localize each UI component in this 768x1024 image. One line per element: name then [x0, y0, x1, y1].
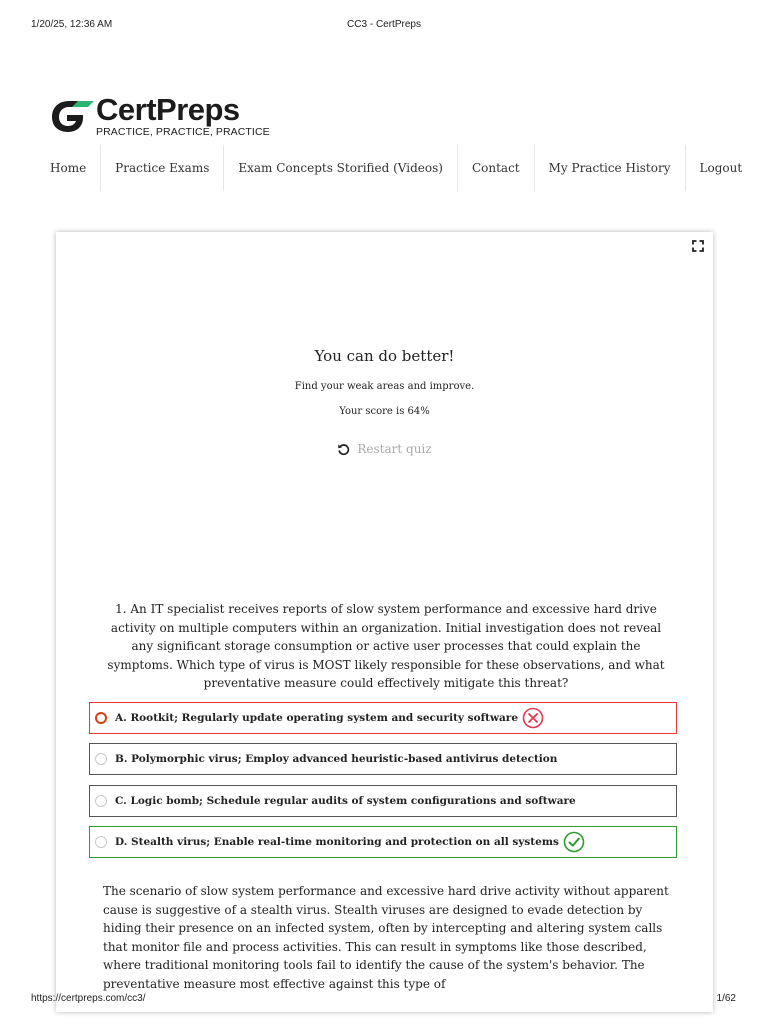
answer-radio[interactable]: [95, 753, 107, 765]
answer-option-c[interactable]: [89, 785, 677, 817]
answer-label: C. Logic bomb; Schedule regular audits of system configurations and software: [115, 795, 576, 807]
nav-item-home[interactable]: Home: [36, 145, 101, 191]
answer-label: D. Stealth virus; Enable real-time monitoring and protection on all systems: [115, 836, 559, 848]
nav-item-my-practice-history[interactable]: My Practice History: [535, 145, 686, 191]
print-datetime: 1/20/25, 12:36 AM: [31, 19, 113, 30]
print-page-number: 1/62: [716, 993, 736, 1004]
nav-item-practice-exams[interactable]: Practice Exams: [101, 145, 224, 191]
restart-quiz-button[interactable]: [56, 442, 713, 456]
question-text: 1. An IT specialist receives reports of slow system performance and excessive hard drive activity on multiple computers within an organization. Initial investigation does not reveal any significant storage consumption or active user processes that could explain the symptoms. Which type of virus is MOST likely responsible for these observations, and what preventative measure could effectively mitigate this threat?: [107, 602, 665, 691]
result-subtitle: Find your weak areas and improve.: [294, 381, 475, 392]
site-logo[interactable]: [50, 92, 280, 140]
nav-item-exam-concepts-videos[interactable]: Exam Concepts Storified (Videos): [224, 145, 458, 191]
check-circle-icon: [563, 831, 585, 853]
print-header: [0, 19, 768, 35]
print-url: https://certpreps.com/cc3/: [31, 993, 146, 1004]
print-title: CC3 - CertPreps: [347, 19, 421, 30]
answer-option-b[interactable]: [89, 743, 677, 775]
restart-icon: [337, 443, 350, 456]
answer-radio[interactable]: [95, 712, 107, 724]
main-nav: [36, 145, 756, 191]
certpreps-logo-icon: [50, 98, 94, 134]
fullscreen-icon[interactable]: [692, 240, 704, 252]
answer-option-d[interactable]: [89, 826, 677, 858]
answer-radio[interactable]: [95, 795, 107, 807]
print-footer: [0, 993, 768, 1009]
result-score: Your score is 64%: [339, 406, 430, 417]
logo-wordmark: CertPreps: [96, 92, 240, 127]
answer-explanation: The scenario of slow system performance and excessive hard drive activity without apparent cause is suggestive of a stealth virus. Stealth viruses are designed to evade detection by hiding their presence on an infected system, often by intercepting and altering system calls that monitor file and process activities. This can result in symptoms like those described, where traditional monitoring tools fail to identify the cause of the system's behavior. The preventative measure most effective against this type of: [103, 884, 669, 991]
quiz-card: [56, 232, 713, 1012]
answer-label: B. Polymorphic virus; Employ advanced heuristic-based antivirus detection: [115, 753, 558, 765]
answer-label: A. Rootkit; Regularly update operating system and security software: [115, 712, 519, 724]
logo-tagline: PRACTICE, PRACTICE, PRACTICE: [96, 126, 270, 138]
nav-item-contact[interactable]: Contact: [458, 145, 535, 191]
restart-quiz-label: Restart quiz: [357, 442, 432, 456]
result-title: You can do better!: [314, 347, 455, 365]
cross-circle-icon: [522, 707, 544, 729]
answer-option-a[interactable]: [89, 702, 677, 734]
answer-radio[interactable]: [95, 836, 107, 848]
nav-item-logout[interactable]: Logout: [699, 161, 743, 175]
